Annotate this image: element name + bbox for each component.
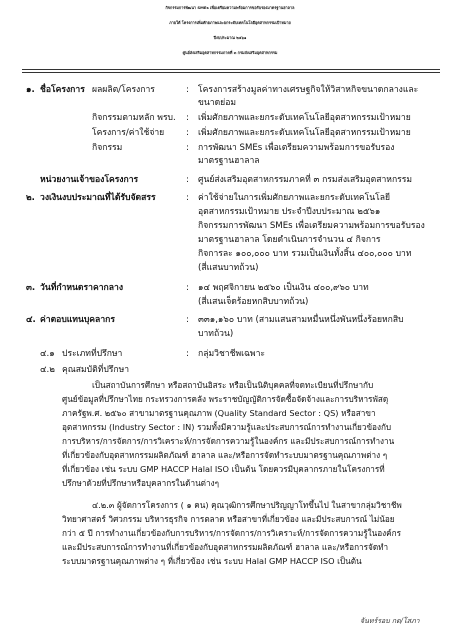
section2-line: มาตรฐานฮาลาล โดยดำเนินการจำนวน ๔ กิจการ (198, 235, 381, 245)
agency-colon: : (186, 175, 189, 185)
section1-sublabel: ผลผลิต/โครงการ (92, 85, 155, 95)
para1-line: ที่เกี่ยวข้อง เช่น ระบบ GMP HACCP Halal ISO เป็นต้น โดยควรมีบุคลากรภายในโครงการที่ (62, 464, 385, 474)
section2-number: ๒. (26, 193, 35, 203)
section3-number: ๓. (26, 283, 36, 293)
section2-line: (สี่แสนบาทถ้วน) (198, 263, 259, 273)
section4-sub1-value: กลุ่มวิชาชีพเฉพาะ (198, 349, 266, 359)
para2-line: กว่า ๕ ปี การทำงานเกี่ยวข้องกับการบริหาร/การจัดการ/การวิเคราะห์/การจัดการความรู้ในองค์กร (62, 528, 401, 538)
section2-line: กิจกรรมการพัฒนา SMEs เพื่อเตรียมความพร้อมการขอรับรอง (198, 221, 425, 231)
section2-line: กิจการละ ๑๐๐,๐๐๐ บาท รวมเป็นเงินทั้งสิ้น ๔๐๐,๐๐๐ บาท (198, 249, 412, 259)
para1-line: ปรึกษาด้วยที่ปรึกษาหรือบุคลากรในด้านต่างๆ (62, 478, 219, 488)
section1-number: ๑. (26, 85, 35, 95)
section4-line2: บาทถ้วน) (198, 329, 234, 339)
section1-row4-colon: : (186, 143, 189, 153)
header-line-1: กิจกรรมการพัฒนา SMEs เพื่อเตรียมความพร้อมการขอรับรองมาตรฐานฮาลาล (165, 5, 295, 10)
section4-number: ๔. (26, 315, 36, 325)
para1-line: อุตสาหกรรม (Industry Sector : IN) รวมทั้งมีความรู้และประสบการณ์การทำงานเกี่ยวข้องกับ (62, 422, 392, 432)
section1-row4-label: กิจกรรม (92, 143, 123, 153)
para1-line: เป็นสถาบันการศึกษา หรือสถาบันอิสระ หรือเป็นนิติบุคคลที่จดทะเบียนที่ปรึกษากับ (92, 380, 374, 390)
signature-initials: จันทร์รอบ กด/โสภา (360, 617, 420, 625)
section4-label: ค่าตอบแทนบุคลากร (40, 315, 115, 325)
para1-line: ภาครัฐพ.ศ. ๒๕๖๐ สาขามาตรฐานคุณภาพ (Quality Standard Sector : QS) หรือสาขา (62, 408, 376, 418)
section2-colon: : (186, 193, 189, 203)
section2-label: วงเงินงบประมาณที่ได้รับจัดสรร (40, 193, 156, 203)
para2-line: ระบบมาตรฐานคุณภาพต่าง ๆ ที่เกี่ยวข้อง เช่น ระบบ Halal GMP HACCP ISO เป็นต้น (62, 556, 362, 566)
header-line-4: ศูนย์ส่งเสริมอุตสาหกรรมภาคที่ ๓ กรมส่งเสริมอุตสาหกรรม (182, 50, 278, 55)
para1-line: การบริหาร/การจัดการ/การวิเคราะห์/การจัดการความรู้ในองค์กร และมีประสบการณ์การทำงาน (62, 436, 395, 446)
section2-line: อุตสาหกรรมเป้าหมาย ประจำปีงบประมาณ ๒๕๖๑ (198, 207, 381, 217)
section1-value-line2: ขนาดย่อม (198, 98, 237, 108)
section1-value-line1: โครงการสร้างมูลค่าทางเศรษฐกิจให้วิสาหกิจขนาดกลางและ (198, 85, 419, 95)
section3-colon: : (186, 283, 189, 293)
section1-colon: : (186, 85, 189, 95)
section4-colon: : (186, 315, 189, 325)
header-divider-bottom (22, 72, 440, 73)
section2-line: ค่าใช้จ่ายในการเพิ่มศักยภาพและยกระดับเทคโนโลยี (198, 193, 391, 203)
para2-line: และมีประสบการณ์การทำงานที่เกี่ยวข้องกับอุตสาหกรรมผลิตภัณฑ์ ฮาลาล และ/หรือการจัดทำ (62, 542, 389, 552)
section4-sub1-number: ๔.๑ (40, 349, 55, 359)
agency-value: ศูนย์ส่งเสริมอุตสาหกรรมภาคที่ ๓ กรมส่งเสริมอุตสาหกรรม (198, 175, 413, 185)
section3-label: วันที่กำหนดราคากลาง (40, 283, 124, 293)
section1-row2-colon: : (186, 113, 189, 123)
section1-row2-label: กิจกรรมตามหลัก พรบ. (92, 113, 176, 123)
para1-line: ที่เกี่ยวข้องกับอุตสาหกรรมผลิตภัณฑ์ ฮาลาล และ/หรือการจัดทำระบบมาตรฐานคุณภาพต่าง ๆ (62, 450, 388, 460)
section4-line1: ๓๓๑,๑๖๐ บาท (สามแสนสามหมื่นหนึ่งพันหนึ่งร้อยหกสิบ (198, 315, 404, 325)
section1-label: ชื่อโครงการ (40, 85, 85, 95)
para2-line: ๔.๒.๓ ผู้จัดการโครงการ ( ๑ คน) คุณวุฒิการศึกษาปริญญาโทขึ้นไป ในสาขากลุ่มวิชาชีพ (92, 500, 402, 510)
section1-row4-value-line2: มาตรฐานฮาลาล (198, 156, 260, 166)
section4-sub2-label: คุณสมบัติที่ปรึกษา (62, 365, 130, 375)
header-divider-top (22, 69, 440, 70)
section4-sub2-number: ๔.๒ (40, 365, 55, 375)
section1-row2-value: เพิ่มศักยภาพและยกระดับเทคโนโลยีอุตสาหกรรมเป้าหมาย (198, 113, 411, 123)
para1-line: ศูนย์ข้อมูลที่ปรึกษาไทย กระทรวงการคลัง พระราชบัญญัติการจัดซื้อจัดจ้างและการบริหารพัสดุ (62, 394, 389, 404)
section1-row3-value: เพิ่มศักยภาพและยกระดับเทคโนโลยีอุตสาหกรรมเป้าหมาย (198, 128, 411, 138)
section4-sub1-colon: : (186, 349, 189, 359)
section4-sub1-label: ประเภทที่ปรึกษา (62, 349, 123, 359)
section1-row3-label: โครงการ/ค่าใช้จ่าย (92, 128, 165, 138)
section1-row4-value-line1: การพัฒนา SMEs เพื่อเตรียมความพร้อมการขอรับรอง (198, 143, 395, 153)
header-line-3: ปีงบประมาณ ๒๕๖๑ (213, 35, 247, 40)
agency-label: หน่วยงานเจ้าของโครงการ (40, 175, 139, 185)
section3-line1: ๑๔ พฤศจิกายน ๒๕๖๐ เป็นเงิน ๔๐๐,๙๖๐ บาท (198, 283, 369, 293)
section1-row3-colon: : (186, 128, 189, 138)
para2-line: วิทยาศาสตร์ วิศวกรรม บริหารธุรกิจ การตลาด หรือสาขาที่เกี่ยวข้อง และมีประสบการณ์ ไม่น้อย (62, 514, 395, 524)
header-line-2: ภายใต้ โครงการเพิ่มศักยภาพและยกระดับเทคโนโลยีอุตสาหกรรมเป้าหมาย (169, 20, 291, 25)
section3-line2: (สี่แสนเจ็ดร้อยหกสิบบาทถ้วน) (198, 297, 309, 307)
